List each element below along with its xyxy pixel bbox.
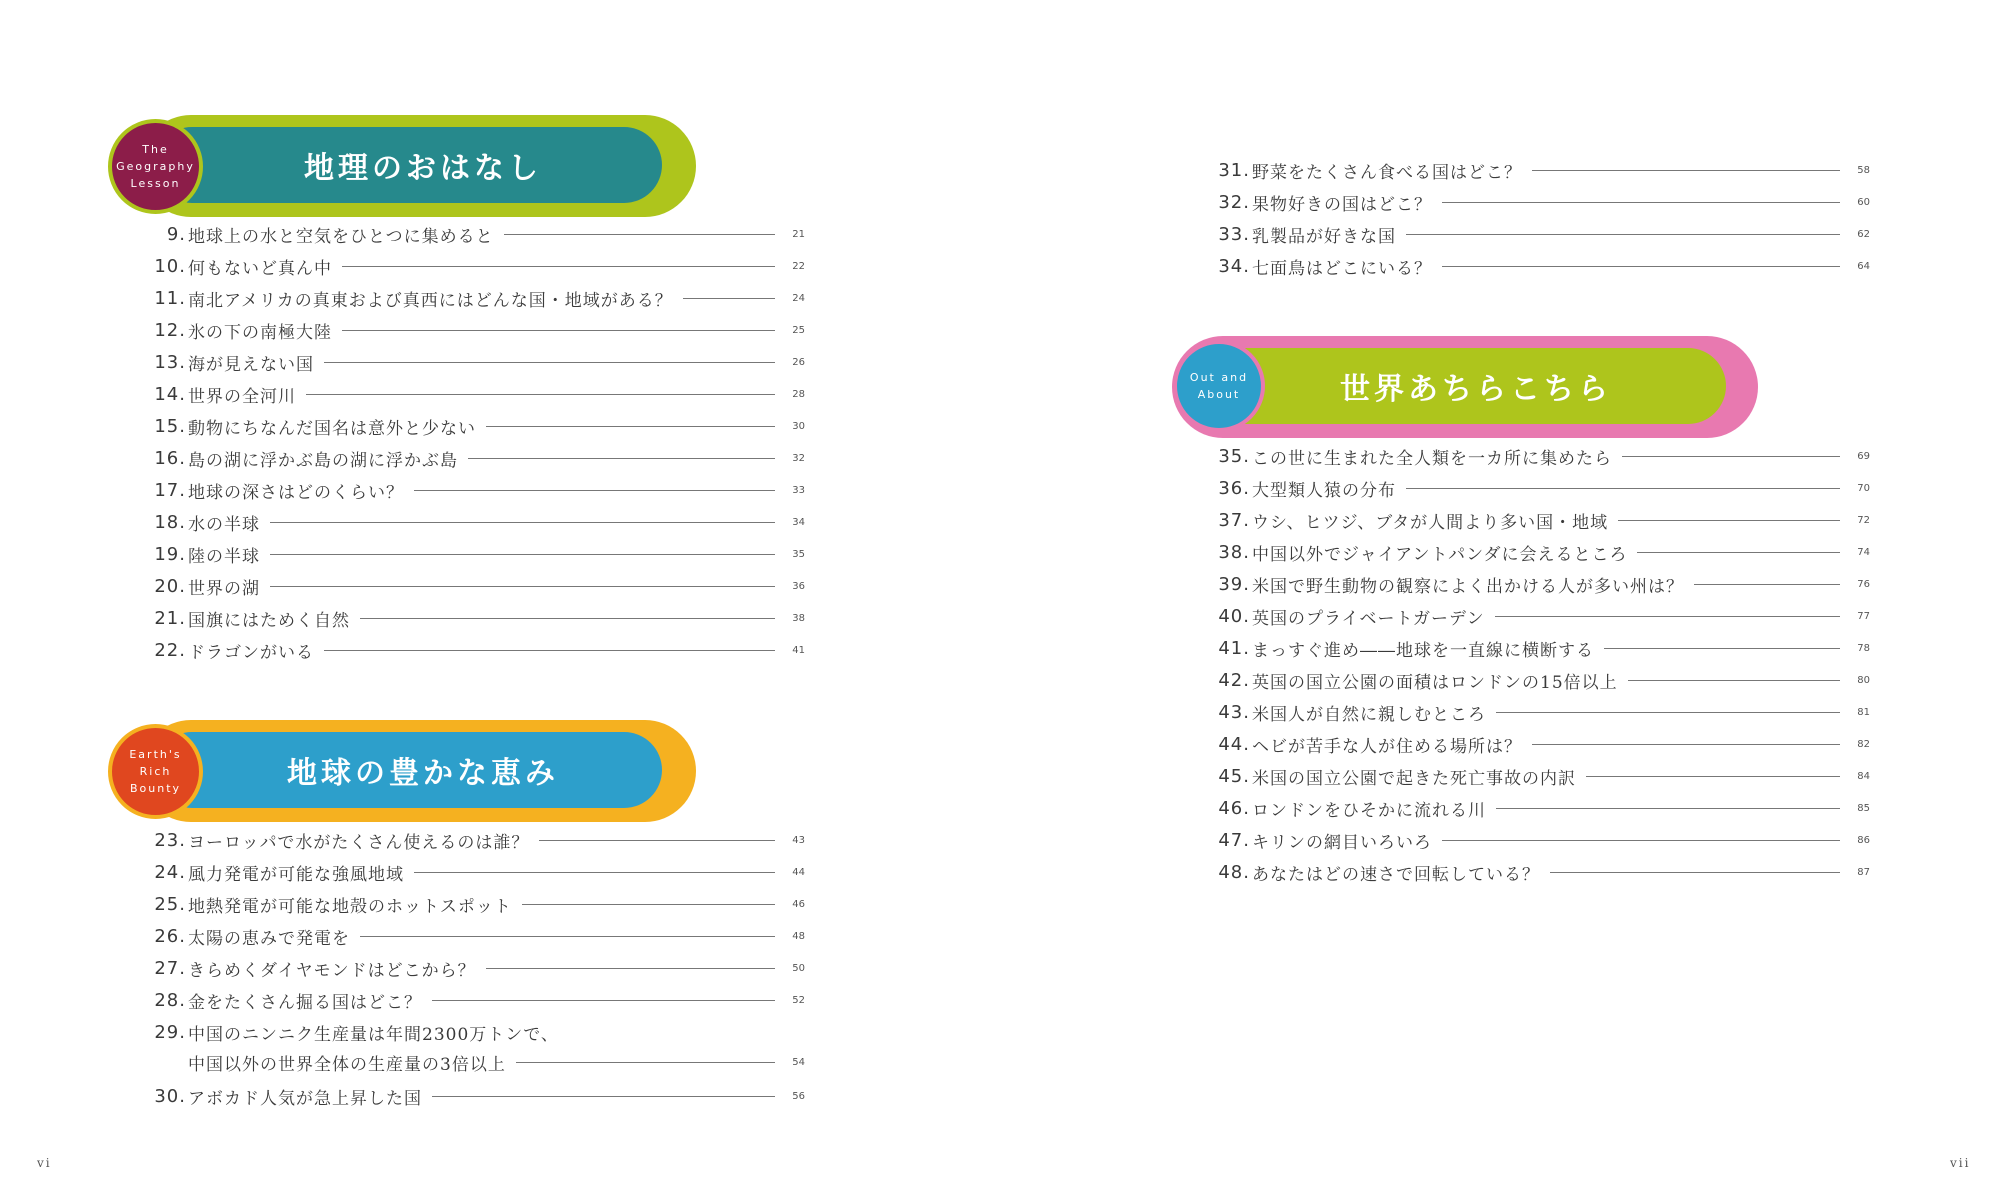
entry-title: 陸の半球 xyxy=(188,546,260,567)
entry-number: 18. xyxy=(154,511,186,533)
dot-leader xyxy=(1694,584,1840,585)
entry-page: 30 xyxy=(792,420,805,432)
entry-page: 84 xyxy=(1857,770,1870,782)
toc-entry[interactable] xyxy=(1194,187,1870,217)
entry-number: 36. xyxy=(1218,477,1250,499)
entry-page: 35 xyxy=(792,548,805,560)
section-title: 地理のおはなし xyxy=(304,151,542,186)
entry-page: 58 xyxy=(1857,164,1870,176)
entry-number: 47. xyxy=(1218,829,1250,851)
dot-leader xyxy=(270,554,775,555)
entry-number: 40. xyxy=(1218,605,1250,627)
entry-page: 82 xyxy=(1857,738,1870,750)
entry-page: 46 xyxy=(792,898,805,910)
entry-page: 21 xyxy=(792,228,805,240)
toc-entry[interactable] xyxy=(1194,825,1870,855)
dot-leader xyxy=(1637,552,1840,553)
entry-title: 何もないど真ん中 xyxy=(188,258,332,279)
dot-leader xyxy=(522,904,775,905)
toc-entry[interactable] xyxy=(130,571,805,601)
dot-leader xyxy=(1442,202,1840,203)
entry-page: 50 xyxy=(792,962,805,974)
dot-leader xyxy=(1406,234,1840,235)
entry-number: 43. xyxy=(1218,701,1250,723)
toc-entry[interactable] xyxy=(130,1081,805,1111)
entry-title: 野菜をたくさん食べる国はどこ？ xyxy=(1252,162,1522,183)
entry-page: 85 xyxy=(1857,802,1870,814)
entry-title: 英国のプライベートガーデン xyxy=(1252,608,1485,629)
entry-page: 86 xyxy=(1857,834,1870,846)
entry-number: 45. xyxy=(1218,765,1250,787)
entry-page: 60 xyxy=(1857,196,1870,208)
entry-title: 国旗にはためく自然 xyxy=(188,610,350,631)
entry-title: 乳製品が好きな国 xyxy=(1252,226,1396,247)
dot-leader xyxy=(1550,872,1840,873)
entry-title: まっすぐ進め――地球を一直線に横断する xyxy=(1252,640,1594,661)
entry-number: 9. xyxy=(166,223,186,245)
entry-number: 12. xyxy=(154,319,186,341)
entry-number: 26. xyxy=(154,925,186,947)
entry-title: 氷の下の南極大陸 xyxy=(188,322,332,343)
toc-entry[interactable] xyxy=(1194,473,1870,503)
entry-number: 38. xyxy=(1218,541,1250,563)
toc-entry[interactable] xyxy=(1194,793,1870,823)
entry-title: 太陽の恵みで発電を xyxy=(188,928,350,949)
entry-number: 30. xyxy=(154,1085,186,1107)
entry-number: 15. xyxy=(154,415,186,437)
entry-page: 70 xyxy=(1857,482,1870,494)
entry-page: 28 xyxy=(792,388,805,400)
dot-leader xyxy=(1495,616,1840,617)
entry-number: 35. xyxy=(1218,445,1250,467)
dot-leader xyxy=(1532,170,1840,171)
toc-entry[interactable] xyxy=(130,443,805,473)
entry-page: 33 xyxy=(792,484,805,496)
entry-number: 33. xyxy=(1218,223,1250,245)
entry-second-line xyxy=(130,1047,805,1077)
entry-title: ロンドンをひそかに流れる川 xyxy=(1252,800,1486,821)
entry-title: 七面鳥はどこにいる？ xyxy=(1252,258,1432,279)
dot-leader xyxy=(683,298,775,299)
section-title: 地球の豊かな恵み xyxy=(287,756,559,791)
entry-number: 29. xyxy=(154,1021,186,1043)
toc-entry[interactable] xyxy=(130,507,805,537)
entry-page: 48 xyxy=(792,930,805,942)
entry-title: アボカド人気が急上昇した国 xyxy=(188,1088,422,1109)
entry-number: 44. xyxy=(1218,733,1250,755)
toc-entry[interactable] xyxy=(130,635,805,665)
entry-number: 37. xyxy=(1218,509,1250,531)
entry-title: 動物にちなんだ国名は意外と少ない xyxy=(188,418,476,439)
toc-entry[interactable] xyxy=(130,857,805,887)
entry-title: 中国のニンニク生産量は年間2300万トンで、 xyxy=(188,1024,559,1045)
banner-title-band xyxy=(1186,348,1726,424)
dot-leader xyxy=(1622,456,1840,457)
entry-page: 38 xyxy=(792,612,805,624)
dot-leader xyxy=(360,618,775,619)
dot-leader xyxy=(486,968,775,969)
entry-page: 54 xyxy=(792,1056,805,1068)
entry-page: 43 xyxy=(792,834,805,846)
entry-title: 米国人が自然に親しむところ xyxy=(1252,704,1486,725)
badge-line: Rich xyxy=(139,765,172,778)
dot-leader xyxy=(324,362,775,363)
entry-page: 24 xyxy=(792,292,805,304)
toc-entry[interactable] xyxy=(130,825,805,855)
dot-leader xyxy=(1496,712,1840,713)
entry-first-line xyxy=(130,1017,805,1047)
entry-number: 13. xyxy=(154,351,186,373)
dot-leader xyxy=(360,936,775,937)
dot-leader xyxy=(1618,520,1840,521)
entry-number: 23. xyxy=(154,829,186,851)
dot-leader xyxy=(1586,776,1840,777)
toc-entry[interactable] xyxy=(1194,601,1870,631)
toc-entry[interactable] xyxy=(130,603,805,633)
toc-entry[interactable] xyxy=(130,251,805,281)
entry-title: 地熱発電が可能な地殻のホットスポット xyxy=(188,896,512,917)
dot-leader xyxy=(1442,266,1840,267)
toc-entry[interactable] xyxy=(130,889,805,919)
section-badge xyxy=(1173,340,1265,432)
entry-page: 74 xyxy=(1857,546,1870,558)
entry-title: 大型類人猿の分布 xyxy=(1252,480,1396,501)
entry-page: 69 xyxy=(1857,450,1870,462)
dot-leader xyxy=(1628,680,1840,681)
entry-number: 42. xyxy=(1218,669,1250,691)
section-badge xyxy=(108,119,203,214)
toc-entry[interactable] xyxy=(1194,505,1870,535)
entry-page: 62 xyxy=(1857,228,1870,240)
entry-title: 果物好きの国はどこ？ xyxy=(1252,194,1432,215)
badge-line: The xyxy=(142,143,169,156)
entry-title: きらめくダイヤモンドはどこから？ xyxy=(188,960,476,981)
entry-title: あなたはどの速さで回転している？ xyxy=(1252,864,1540,885)
dot-leader xyxy=(486,426,775,427)
dot-leader xyxy=(270,522,775,523)
entry-title: キリンの網目いろいろ xyxy=(1252,832,1432,853)
entry-page: 34 xyxy=(792,516,805,528)
dot-leader xyxy=(432,1096,775,1097)
toc-entry[interactable] xyxy=(130,985,805,1015)
dot-leader xyxy=(1406,488,1840,489)
entry-number: 28. xyxy=(154,989,186,1011)
folio-right: vii xyxy=(1950,1156,1971,1170)
entry-title: 南北アメリカの真東および真西にはどんな国・地域がある？ xyxy=(188,290,673,311)
dot-leader xyxy=(504,234,775,235)
badge-line: Earth's xyxy=(129,748,182,761)
toc-entry[interactable] xyxy=(1194,697,1870,727)
entry-number: 41. xyxy=(1218,637,1250,659)
entry-title: 米国で野生動物の観察によく出かける人が多い州は？ xyxy=(1252,576,1684,597)
entry-number: 19. xyxy=(154,543,186,565)
entry-number: 46. xyxy=(1218,797,1250,819)
entry-number: 27. xyxy=(154,957,186,979)
entry-number: 48. xyxy=(1218,861,1250,883)
entry-page: 81 xyxy=(1857,706,1870,718)
entry-page: 78 xyxy=(1857,642,1870,654)
toc-entry[interactable] xyxy=(1194,569,1870,599)
entry-page: 87 xyxy=(1857,866,1870,878)
entry-title: 地球上の水と空気をひとつに集めると xyxy=(188,226,494,247)
badge-line: Geography xyxy=(116,160,195,173)
entry-title: 米国の国立公園で起きた死亡事故の内訳 xyxy=(1252,768,1576,789)
banner-title-band xyxy=(154,732,662,808)
entry-page: 80 xyxy=(1857,674,1870,686)
entry-title: ヘビが苦手な人が住める場所は？ xyxy=(1252,736,1522,757)
entry-page: 72 xyxy=(1857,514,1870,526)
toc-entry[interactable] xyxy=(130,379,805,409)
entry-number: 32. xyxy=(1218,191,1250,213)
dot-leader xyxy=(342,330,775,331)
toc-entry[interactable] xyxy=(1194,155,1870,185)
dot-leader xyxy=(414,872,775,873)
toc-entry[interactable] xyxy=(1194,219,1870,249)
entry-title: 世界の全河川 xyxy=(188,386,296,407)
toc-entry[interactable] xyxy=(130,347,805,377)
toc-entry[interactable] xyxy=(130,921,805,951)
entry-page: 77 xyxy=(1857,610,1870,622)
entry-title: この世に生まれた全人類を一カ所に集めたら xyxy=(1252,448,1612,469)
entry-title: 地球の深さはどのくらい？ xyxy=(188,482,404,503)
entry-title: 島の湖に浮かぶ島の湖に浮かぶ島 xyxy=(188,450,458,471)
toc-entry[interactable] xyxy=(130,1017,805,1077)
entry-title: 世界の湖 xyxy=(188,578,260,599)
entry-number: 11. xyxy=(154,287,186,309)
toc-entry[interactable] xyxy=(1194,441,1870,471)
entry-page: 22 xyxy=(792,260,805,272)
section-title: 世界あちらこちら xyxy=(1340,372,1612,407)
dot-leader xyxy=(342,266,775,267)
badge-line: About xyxy=(1197,388,1241,401)
entry-page: 26 xyxy=(792,356,805,368)
toc-entry[interactable] xyxy=(130,411,805,441)
entry-number: 10. xyxy=(154,255,186,277)
entry-page: 41 xyxy=(792,644,805,656)
entry-page: 56 xyxy=(792,1090,805,1102)
toc-entry[interactable] xyxy=(1194,633,1870,663)
dot-leader xyxy=(468,458,775,459)
badge-line: Out and xyxy=(1189,371,1249,384)
toc-entry[interactable] xyxy=(1194,857,1870,887)
toc-entry[interactable] xyxy=(1194,729,1870,759)
dot-leader xyxy=(306,394,775,395)
dot-leader xyxy=(539,840,775,841)
entry-title: 水の半球 xyxy=(188,514,260,535)
entry-page: 44 xyxy=(792,866,805,878)
entry-title: ドラゴンがいる xyxy=(188,642,314,663)
entry-page: 64 xyxy=(1857,260,1870,272)
toc-entry[interactable] xyxy=(130,315,805,345)
entry-page: 36 xyxy=(792,580,805,592)
dot-leader xyxy=(1496,808,1840,809)
dot-leader xyxy=(270,586,775,587)
entry-number: 16. xyxy=(154,447,186,469)
entry-number: 20. xyxy=(154,575,186,597)
entry-number: 31. xyxy=(1218,159,1250,181)
entry-page: 25 xyxy=(792,324,805,336)
toc-entry[interactable] xyxy=(130,539,805,569)
dot-leader xyxy=(414,490,775,491)
dot-leader xyxy=(1604,648,1840,649)
badge-line: Lesson xyxy=(130,177,181,190)
toc-entry[interactable] xyxy=(1194,251,1870,281)
toc-entry[interactable] xyxy=(130,953,805,983)
entry-title: ヨーロッパで水がたくさん使えるのは誰？ xyxy=(188,832,530,853)
entry-title: 英国の国立公園の面積はロンドンの15倍以上 xyxy=(1252,672,1618,693)
entry-title: 海が見えない国 xyxy=(188,354,314,375)
badge-line: Bounty xyxy=(129,782,182,795)
entry-number: 25. xyxy=(154,893,186,915)
folio-left: vi xyxy=(37,1156,52,1170)
entry-number: 17. xyxy=(154,479,186,501)
entry-number: 22. xyxy=(154,639,186,661)
entry-title: 金をたくさん掘る国はどこ？ xyxy=(188,992,422,1013)
entry-page: 52 xyxy=(792,994,805,1006)
entry-page: 32 xyxy=(792,452,805,464)
entry-title-continued: 中国以外の世界全体の生産量の3倍以上 xyxy=(188,1054,506,1075)
dot-leader xyxy=(516,1062,775,1063)
entry-title: 中国以外でジャイアントパンダに会えるところ xyxy=(1252,544,1628,565)
entry-number: 39. xyxy=(1218,573,1250,595)
toc-entry[interactable] xyxy=(1194,537,1870,567)
banner-title-band xyxy=(154,127,662,203)
toc-entry[interactable] xyxy=(130,475,805,505)
toc-entry[interactable] xyxy=(130,283,805,313)
entry-title: ウシ、ヒツジ、ブタが人間より多い国・地域 xyxy=(1252,512,1609,533)
entry-number: 34. xyxy=(1218,255,1250,277)
dot-leader xyxy=(432,1000,775,1001)
toc-entry[interactable] xyxy=(130,219,805,249)
toc-entry[interactable] xyxy=(1194,761,1870,791)
entry-number: 14. xyxy=(154,383,186,405)
section-badge xyxy=(108,724,203,819)
dot-leader xyxy=(1442,840,1840,841)
entry-title: 風力発電が可能な強風地域 xyxy=(188,864,404,885)
toc-entry[interactable] xyxy=(1194,665,1870,695)
dot-leader xyxy=(1532,744,1840,745)
entry-number: 21. xyxy=(154,607,186,629)
entry-page: 76 xyxy=(1857,578,1870,590)
entry-number: 24. xyxy=(154,861,186,883)
dot-leader xyxy=(324,650,775,651)
